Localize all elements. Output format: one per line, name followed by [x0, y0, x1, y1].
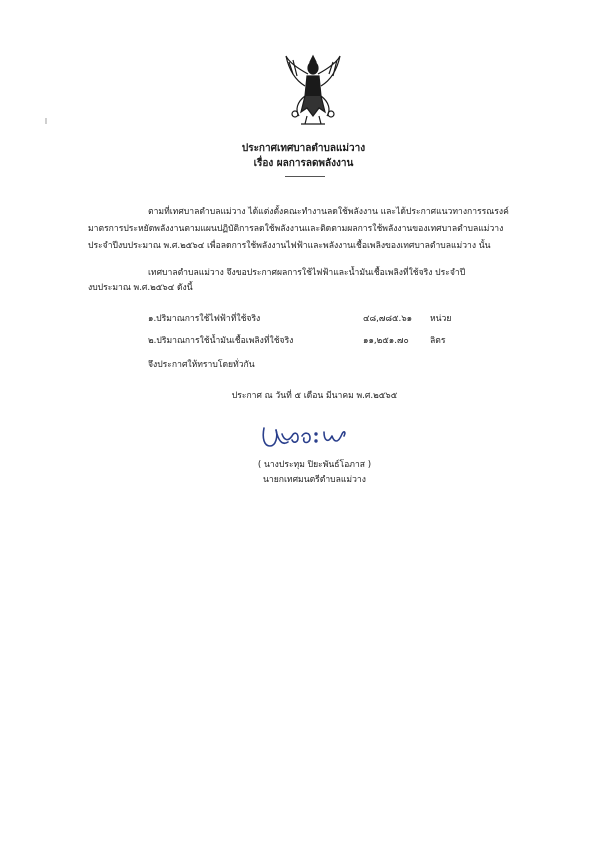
scan-mark — [45, 118, 47, 124]
title-divider — [285, 176, 325, 177]
paragraph-1-line-2: มาตรการประหยัดพลังงานตามแผนปฏิบัติการลดใช้พลังงานและติดตามผลการใช้พลังงานของเทศบาลตำบลแม่วาง — [88, 224, 504, 234]
paragraph-2-line-2: งบประมาณ พ.ศ.๒๕๖๔ ดังนี้ — [88, 283, 193, 293]
fuel-usage-value: ๑๑,๒๕๑.๗๐ — [363, 336, 409, 346]
announcement-title: ประกาศเทศบาลตำบลแม่วาง — [241, 143, 366, 154]
fuel-usage-unit: ลิตร — [430, 336, 446, 346]
signer-name: ( นางประทุม ปิยะพันธ์โอภาส ) — [257, 460, 372, 470]
electricity-usage-label: ๑.ปริมาณการใช้ไฟฟ้าที่ใช้จริง — [148, 314, 261, 324]
fuel-usage-label: ๒.ปริมาณการใช้น้ำมันเชื้อเพลิงที่ใช้จริง — [148, 336, 294, 346]
announcement-subject: เรื่อง ผลการลดพลังงาน — [253, 158, 354, 169]
handwritten-signature — [258, 422, 353, 454]
paragraph-1-line-1: ตามที่เทศบาลตำบลแม่วาง ได้แต่งตั้งคณะทำงานลดใช้พลังงาน และได้ประกาศแนวทางการรณรงค์ — [148, 207, 509, 217]
paragraph-2-line-1: เทศบาลตำบลแม่วาง จึงขอประกาศผลการใช้ไฟฟ้าและน้ำมันเชื้อเพลิงที่ใช้จริง ประจำปี — [148, 268, 466, 278]
closing-statement: จึงประกาศให้ทราบโดยทั่วกัน — [148, 360, 255, 370]
garuda-emblem-icon — [283, 50, 343, 130]
paragraph-1-line-3: ประจำปีงบประมาณ พ.ศ.๒๕๖๔ เพื่อลดการใช้พลังงานไฟฟ้าและพลังงานเชื้อเพลิงของเทศบาลตำบลแม่วาง นั้น — [88, 241, 491, 251]
electricity-usage-unit: หน่วย — [430, 314, 452, 324]
signer-position: นายกเทศมนตรีตำบลแม่วาง — [263, 475, 366, 485]
announcement-date: ประกาศ ณ วันที่ ๕ เดือน มีนาคม พ.ศ.๒๕๖๕ — [231, 391, 398, 401]
electricity-usage-value: ๔๘,๗๘๕.๖๑ — [363, 314, 413, 324]
